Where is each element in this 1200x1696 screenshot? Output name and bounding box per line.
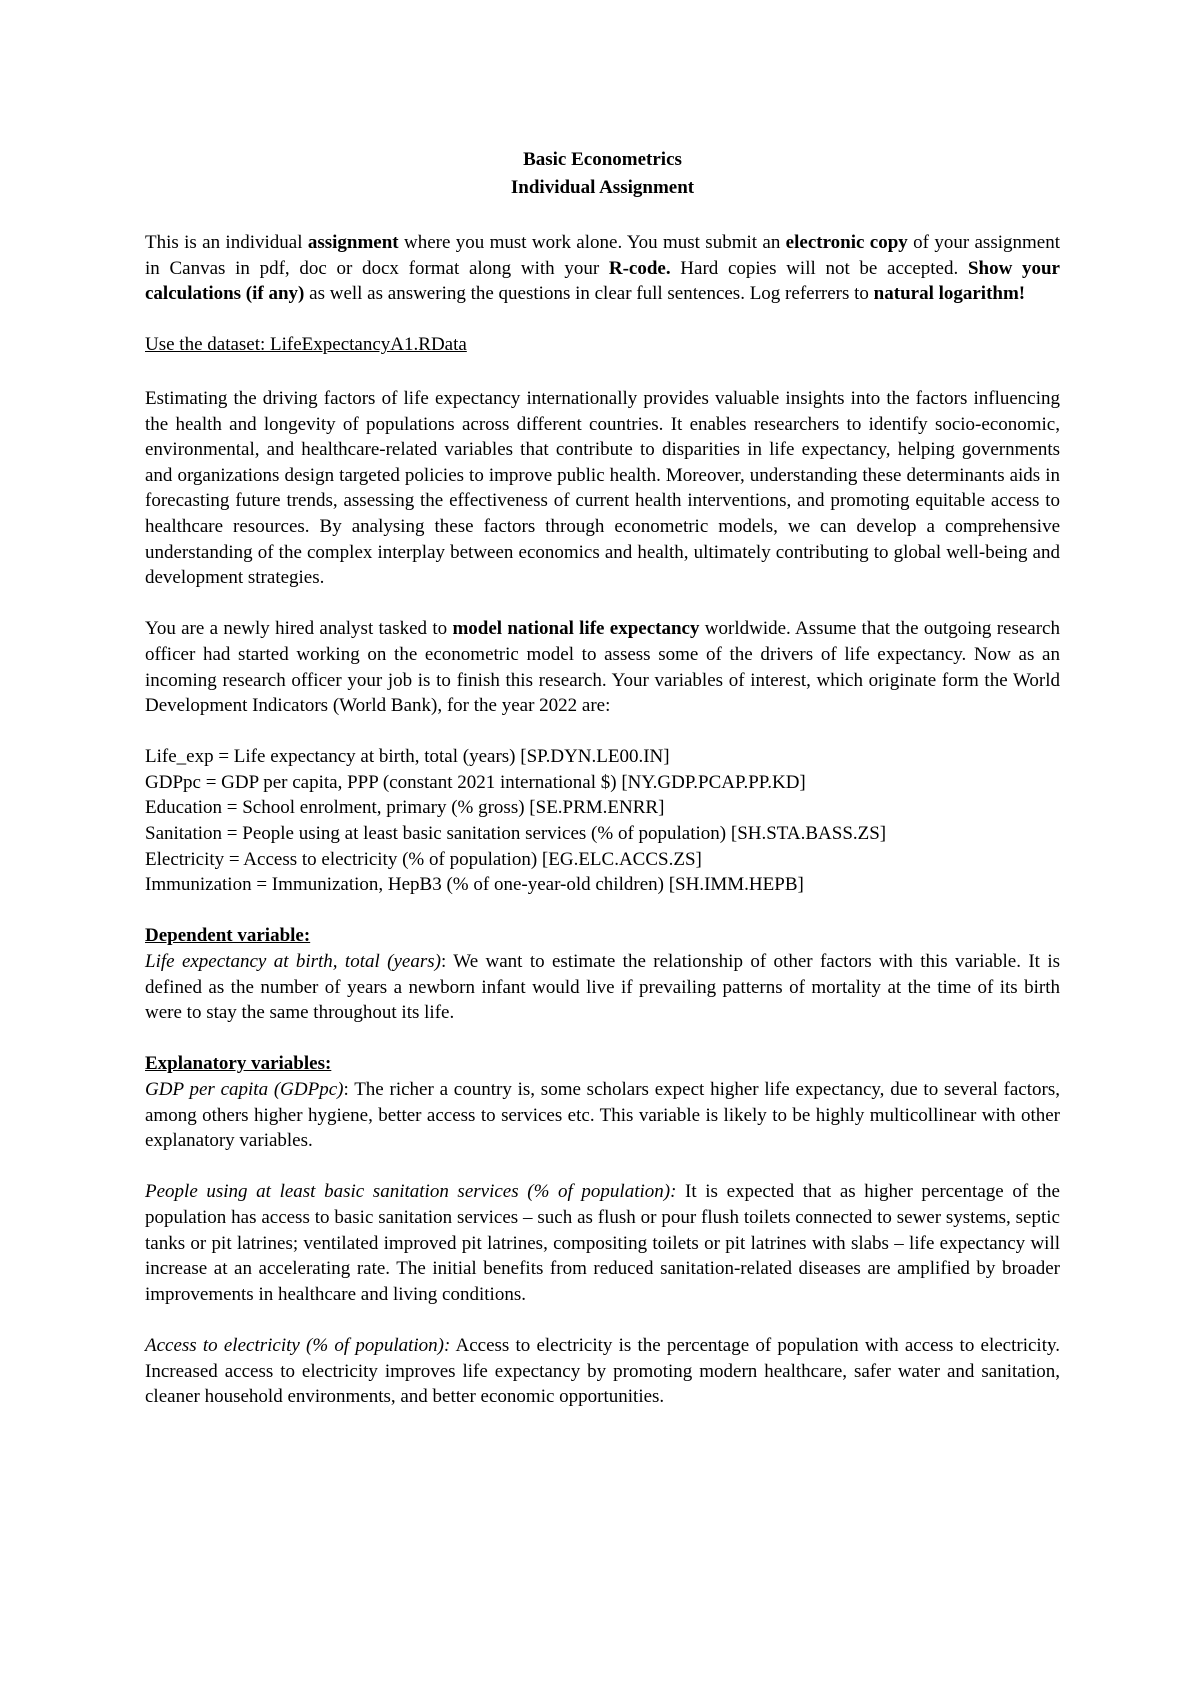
task-paragraph [145, 616, 1060, 718]
explanatory-sanitation-description [145, 1179, 1060, 1307]
variable-item-education: Education = School enrolment, primary (% gross) [SE.PRM.ENRR] [145, 797, 665, 819]
dependent-variable-term: Life expectancy at birth, total (years) [145, 951, 441, 973]
explanatory-electricity-text: Access to electricity is the percentage of population with access to electricity. Increased access to electricity improves life expectancy by promoting modern healthcare, safer water and sanitation, cleaner household environments, and better economic opportunities. [145, 1334, 1060, 1408]
task-text-2: worldwide. Assume that the outgoing research officer had started working on the econometric model to assess some of the drivers of life expectancy. Now as an incoming research officer your job is to finish this research. Your variables of interest, which originate form the World Development Indicators (World Bank), for the year 2022 are: [145, 618, 1060, 717]
intro-bold-assignment: assignment [307, 232, 399, 253]
dependent-variable-section [145, 923, 1060, 1025]
dependent-variable-text: : We want to estimate the relationship of other factors with this variable. It is defined as the number of years a newborn infant would live if prevailing patterns of mortality at the time of its birth were to stay the same throughout its life. [145, 951, 1061, 1024]
explanatory-electricity-term: Access to electricity (% of population): [145, 1334, 451, 1356]
document-title [145, 146, 1060, 202]
dependent-variable-heading: Dependent variable: [145, 925, 311, 947]
explanatory-electricity-description [145, 1333, 1060, 1410]
explanatory-sanitation-text: It is expected that as higher percentage of the population has access to basic sanitation services – such as flush or pour flush toilets connected to sewer systems, septic tanks or pit latrines; ventilated improved pit latrines, compositing toilets or pit latrines with slabs – life expectancy will increase at an accelerating rate. The initial benefits from reduced sanitation-related diseases are amplified by broader improvements in healthcare and living conditions. [145, 1181, 1060, 1305]
intro-text-4: Hard copies will not be accepted. [670, 257, 968, 279]
intro-bold-natural-log: natural logarithm! [873, 283, 1026, 305]
variable-list [145, 744, 1060, 898]
explanatory-variables-section [145, 1051, 1060, 1153]
motivation-paragraph: Estimating the driving factors of life expectancy internationally provides valuable insights into the factors influencing the health and longevity of populations across different countries. It enables researchers to identify socio-economic, environmental, and healthcare-related variables that contribute to disparities in life expectancy, helping governments and organizations design targeted policies to improve public health. Moreover, understanding these determinants aids in forecasting future trends, assessing the effectiveness of current health interventions, and promoting equitable access to healthcare resources. By analysing these factors through econometric models, we can develop a comprehensive understanding of the complex interplay between economics and health, ultimately contributing to global well-being and development strategies. [145, 387, 1060, 589]
variable-item-sanitation: Sanitation = People using at least basic sanitation services (% of population) [SH.STA.BASS.ZS] [145, 823, 887, 845]
variable-item-electricity: Electricity = Access to electricity (% of population) [EG.ELC.ACCS.ZS] [145, 848, 702, 870]
variable-item-gdppc: GDPpc = GDP per capita, PPP (constant 2021 international $) [NY.GDP.PCAP.PP.KD] [145, 771, 806, 793]
intro-text-5: as well as answering the questions in clear full sentences. Log referrers to [304, 283, 874, 305]
intro-paragraph [145, 230, 1060, 307]
intro-text-2: where you must work alone. You must submit an [398, 232, 786, 253]
dependent-variable-description [145, 949, 1060, 1026]
title-line-course: Basic Econometrics [523, 149, 682, 170]
explanatory-sanitation-term: People using at least basic sanitation services (% of population): [145, 1181, 677, 1203]
intro-bold-calculations: Show your calculations (if any) [145, 257, 1060, 305]
intro-bold-r-code: R-code. [608, 257, 671, 279]
task-bold-model: model national life expectancy [452, 618, 700, 640]
task-text-1: You are a newly hired analyst tasked to [145, 618, 453, 640]
title-line-assignment: Individual Assignment [510, 177, 695, 198]
explanatory-gdppc-text: : The richer a country is, some scholars expect higher life expectancy, due to several factors, among others higher hygiene, better access to services etc. This variable is likely to be highly multicollinear with other explanatory variables. [145, 1079, 1060, 1152]
variable-item-life-exp: Life_exp = Life expectancy at birth, total (years) [SP.DYN.LE00.IN] [145, 746, 670, 768]
variable-item-immunization: Immunization = Immunization, HepB3 (% of one-year-old children) [SH.IMM.HEPB] [145, 874, 804, 896]
explanatory-gdppc-description [145, 1077, 1060, 1154]
explanatory-gdppc-term: GDP per capita (GDPpc) [145, 1079, 344, 1100]
intro-bold-electronic-copy: electronic copy [785, 232, 908, 253]
intro-text-3: of your assignment in Canvas in pdf, doc or docx format along with your [145, 232, 1060, 279]
dataset-line: Use the dataset: LifeExpectancyA1.RData [145, 334, 467, 356]
intro-text-1: This is an individual [145, 232, 308, 253]
explanatory-variables-heading: Explanatory variables: [145, 1053, 332, 1075]
document-body [145, 146, 1060, 1435]
